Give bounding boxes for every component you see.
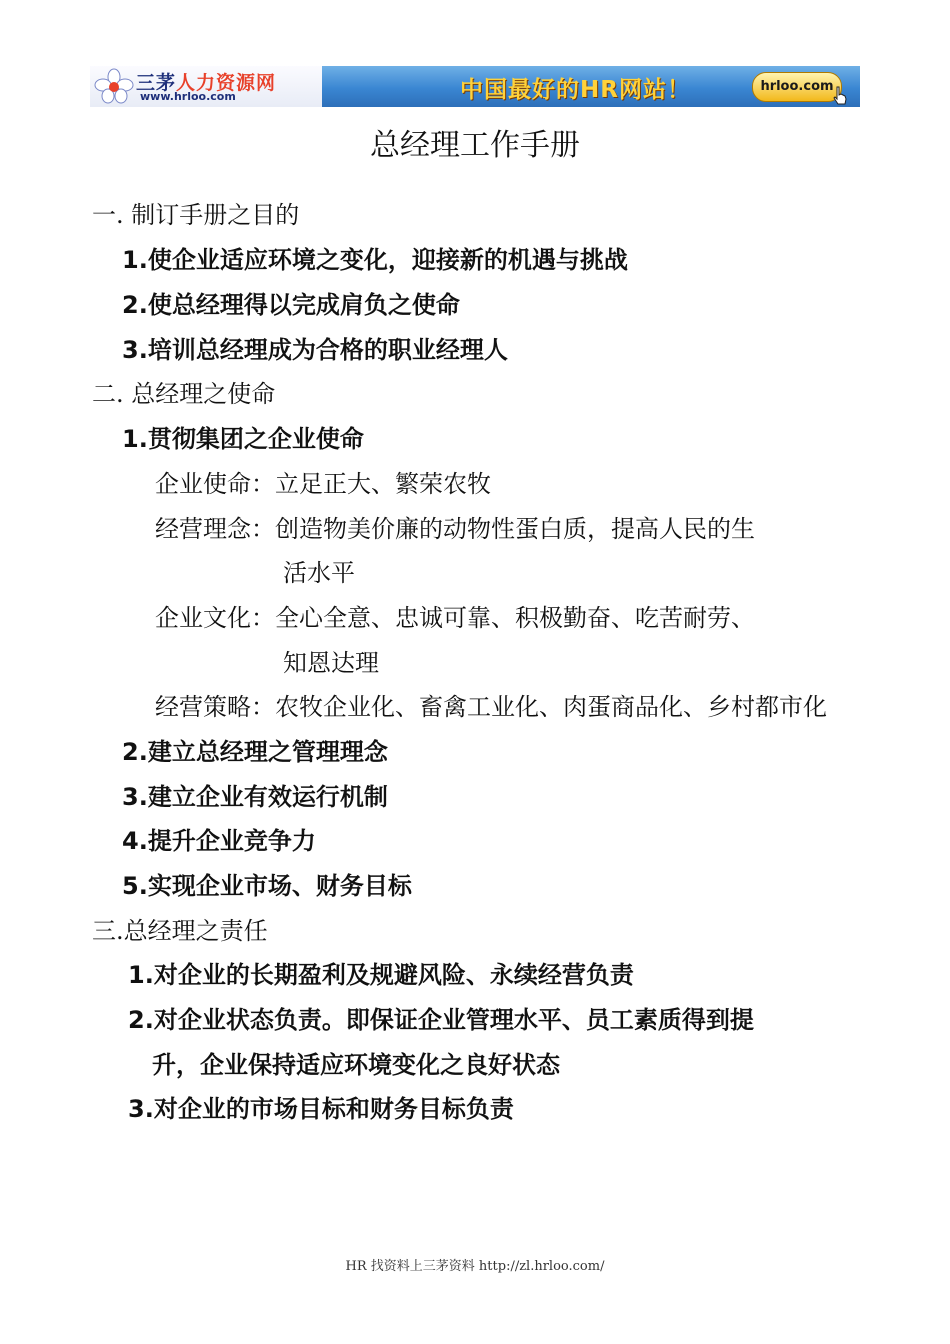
philosophy-text-cont: 活水平 — [283, 559, 355, 587]
list-item: 2.建立总经理之管理理念 — [122, 738, 388, 766]
list-item: 2.使总经理得以完成肩负之使命 — [122, 291, 460, 319]
list-item: 3.培训总经理成为合格的职业经理人 — [122, 336, 508, 364]
culture-text-cont: 知恩达理 — [283, 649, 379, 677]
section-heading: 一. 制订手册之目的 — [92, 201, 300, 229]
section-heading: 二. 总经理之使命 — [92, 380, 276, 408]
culture-text: 企业文化：全心全意、忠诚可靠、积极勤奋、吃苦耐劳、 — [155, 604, 755, 632]
brand-name: 三茅人力资源网 — [136, 72, 277, 94]
page-title: 总经理工作手册 — [370, 128, 580, 163]
section-heading: 三.总经理之责任 — [92, 917, 268, 945]
brand-domain: www.hrloo.com — [140, 90, 236, 103]
list-item-cont: 升，企业保持适应环境变化之良好状态 — [152, 1051, 560, 1079]
list-item: 3.对企业的市场目标和财务目标负责 — [128, 1095, 514, 1123]
list-item: 5.实现企业市场、财务目标 — [122, 872, 412, 900]
list-item: 1.贯彻集团之企业使命 — [122, 425, 364, 453]
banner-slogan: 中国最好的HR网站！ — [460, 77, 691, 103]
footer-link[interactable]: HR 找资料上三茅资料 http://zl.hrloo.com/ — [345, 1259, 605, 1274]
header-banner[interactable] — [90, 66, 860, 107]
list-item: 4.提升企业竞争力 — [122, 827, 316, 855]
mission-text: 企业使命：立足正大、繁荣农牧 — [155, 470, 491, 498]
strategy-text: 经营策略：农牧企业化、畜禽工业化、肉蛋商品化、乡村都市化 — [155, 693, 827, 721]
hrloo-site-button[interactable]: hrloo.com — [752, 72, 842, 102]
hand-cursor-icon — [832, 86, 848, 106]
logo-area[interactable] — [90, 66, 322, 107]
philosophy-text: 经营理念：创造物美价廉的动物性蛋白质，提高人民的生 — [155, 515, 755, 543]
list-item: 1.使企业适应环境之变化，迎接新的机遇与挑战 — [122, 246, 628, 274]
list-item: 1.对企业的长期盈利及规避风险、永续经营负责 — [128, 961, 634, 989]
list-item: 3.建立企业有效运行机制 — [122, 783, 388, 811]
list-item: 2.对企业状态负责。即保证企业管理水平、员工素质得到提 — [128, 1006, 754, 1034]
flower-logo-icon — [94, 68, 134, 105]
